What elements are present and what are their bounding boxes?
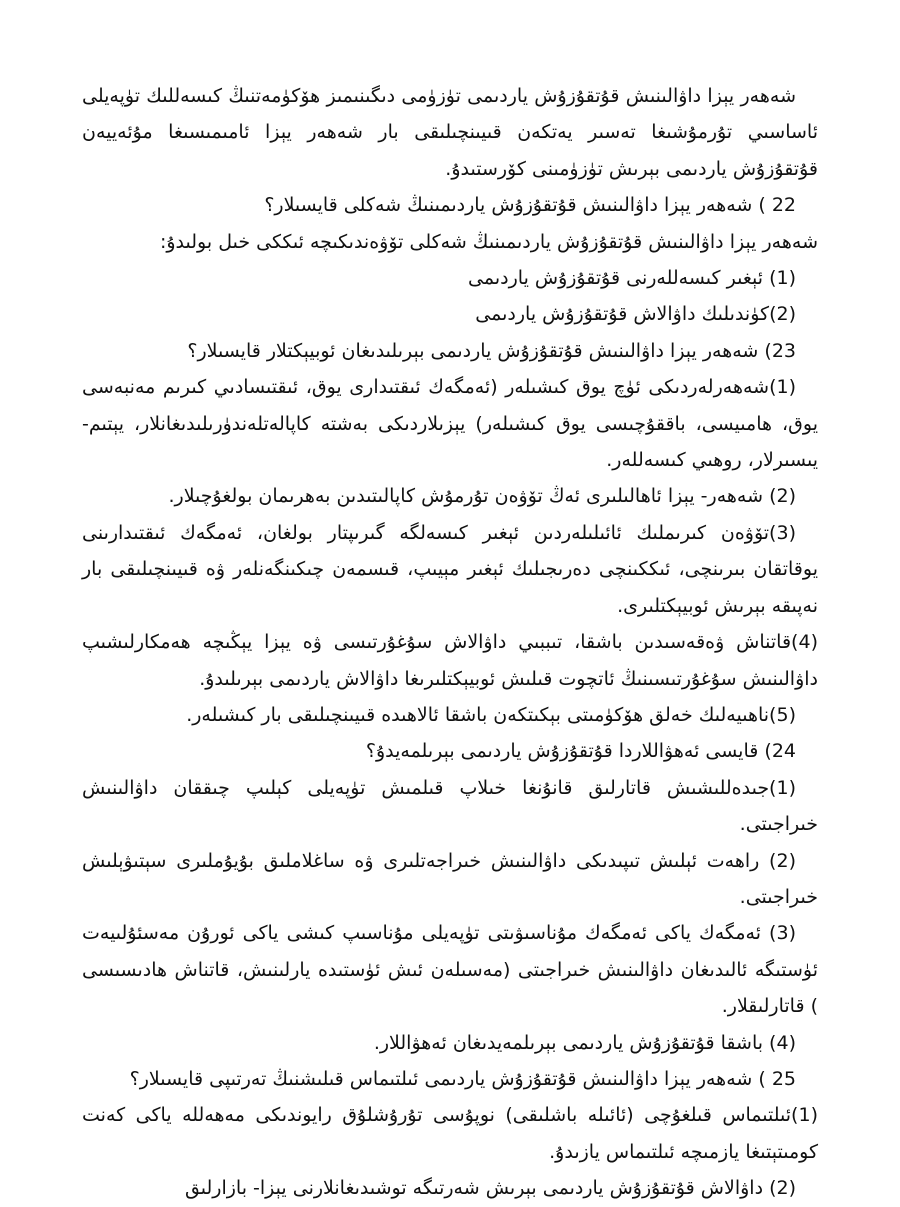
answer-22: شەھەر يېزا داۋالىنىش قۇتقۇزۇش ياردىمىنىڭ شەكلى تۆۋەندىكىچە ئىككى خىل بولىدۇ: [159, 230, 818, 253]
question-25: 25 ) شەھەر يېزا داۋالىنىش قۇتقۇزۇش ياردىمى ئىلتىماس قىلىشنىڭ تەرتىپى قايسىلار؟ [129, 1067, 796, 1090]
list-item-23-3: (3)تۆۋەن كىرىملىك ئائىلىلەردىن ئېغىر كىسەلگە گىرىپتار بولغان، ئەمگەك ئىقتىدارىنى يوقاتقان بىرىنچى، ئىككىنچى دەرىجىلىك ئېغىر مېيىپ، قىسمەن چىكىنگەنلەر ۋە قىيىنچىلىقى بار نەپىقە بېرىش ئوبيېكتلىرى. [82, 521, 818, 617]
list-item-24-4: (4) باشقا قۇتقۇزۇش ياردىمى بېرىلمەيدىغان ئەھۋاللار. [373, 1031, 796, 1054]
question-22: 22 ) شەھەر يېزا داۋالىنىش قۇتقۇزۇش ياردىمىنىڭ شەكلى قايسىلار؟ [264, 194, 796, 217]
question-24: 24) قايسى ئەھۋاللاردا قۇتقۇزۇش ياردىمى بېرىلمەيدۇ؟ [365, 740, 796, 763]
list-item-25-2: (2) داۋالاش قۇتقۇزۇش ياردىمى بېرىش شەرتىگە توشىدىغانلارنى يېزا- بازارلىق [184, 1177, 796, 1200]
list-item-22-1: (1) ئېغىر كىسەللەرنى قۇتقۇزۇش ياردىمى [468, 267, 796, 290]
list-item-24-1: (1)جىدەللىشىش قاتارلىق قانۇنغا خىلاپ قىلمىش تۈپەيلى كېلىپ چىققان داۋالىنىش خىراجىتى. [82, 776, 818, 836]
list-item-24-2: (2) راھەت ئېلىش تىپىدىكى داۋالىنىش خىراجەتلىرى ۋە ساغلاملىق بۇيۇملىرى سېتىۋېلىش خىراجىتى. [82, 849, 818, 908]
list-item-23-2: (2) شەھەر- يېزا ئاھالىلىرى ئەڭ تۆۋەن تۇرمۇش كاپالىتىدىن بەھرىمان بولغۇچىلار. [168, 485, 796, 508]
list-item-24-3: (3) ئەمگەك ياكى ئەمگەك مۇناسىۋىتى تۈپەيلى مۇناسىپ كىشى ياكى ئورۇن مەسئۇلىيەت ئۈستىگە ئالىدىغان داۋالىنىش خىراجىتى (مەسىلەن ئىش ئۈستىدە يارلىنىش، قاتناش ھادىسىسى ) قاتارلىقلار. [82, 922, 818, 1018]
list-item-23-1: (1)شەھەرلەردىكى ئۈچ يوق كىشىلەر (ئەمگەك ئىقتىدارى يوق، ئىقتىسادىي كىرىم مەنبەسى يوق، ھامىيسى، باققۇچىسى يوق كىشىلەر) يېزىلاردىكى بەشتە كاپالەتلەندۈرىلىدىغانلار، يېتىم- يىسىرلار، روھىي كىسەللەر. [82, 376, 818, 472]
list-item-25-1: (1)ئىلتىماس قىلغۇچى (ئائىلە باشلىقى) نوپۇسى تۇرۇشلۇق رايوندىكى مەھەللە ياكى كەنت كومىتېتىغا يازمىچە ئىلتىماس يازىدۇ. [82, 1104, 818, 1163]
question-23: 23) شەھەر يېزا داۋالىنىش قۇتقۇزۇش ياردىمى بېرىلىدىغان ئوبيېكتلار قايسىلار؟ [187, 339, 796, 362]
paragraph-intro: شەھەر يېزا داۋالىنىش قۇتقۇزۇش ياردىمى تۈزۈمى دىگىنىمىز ھۆكۈمەتنىڭ كىسەللىك تۈپەيلى ئاساسىي تۇرمۇشىغا تەسىر يەتكەن قىيىنچىلىقى بار شەھەر يېزا ئامىمىسىغا مۇئەييەن قۇتقۇزۇش ياردىمى بېرىش تۈزۈمىنى كۆرستىدۇ. [82, 85, 818, 180]
list-item-23-5: (5)ناھىيەلىك خەلق ھۆكۈمىتى بېكىتكەن باشقا ئالاھىدە قىيىنچىلىقى بار كىشىلەر. [186, 703, 796, 726]
list-item-23-4: (4)قاتناش ۋەقەسىدىن باشقا، تىببىي داۋالاش سۇغۇرتىسى ۋە يېزا يېڭىچە ھەمكارلىشىپ داۋالىنىش سۇغۇرتىسىنىڭ ئاتچوت قىلىش ئوبيېكتلىرىغا داۋالاش ياردىمى بېرىلىدۇ. [82, 631, 818, 690]
list-item-22-2: (2)كۈندىلىك داۋالاش قۇتقۇزۇش ياردىمى [475, 303, 796, 326]
